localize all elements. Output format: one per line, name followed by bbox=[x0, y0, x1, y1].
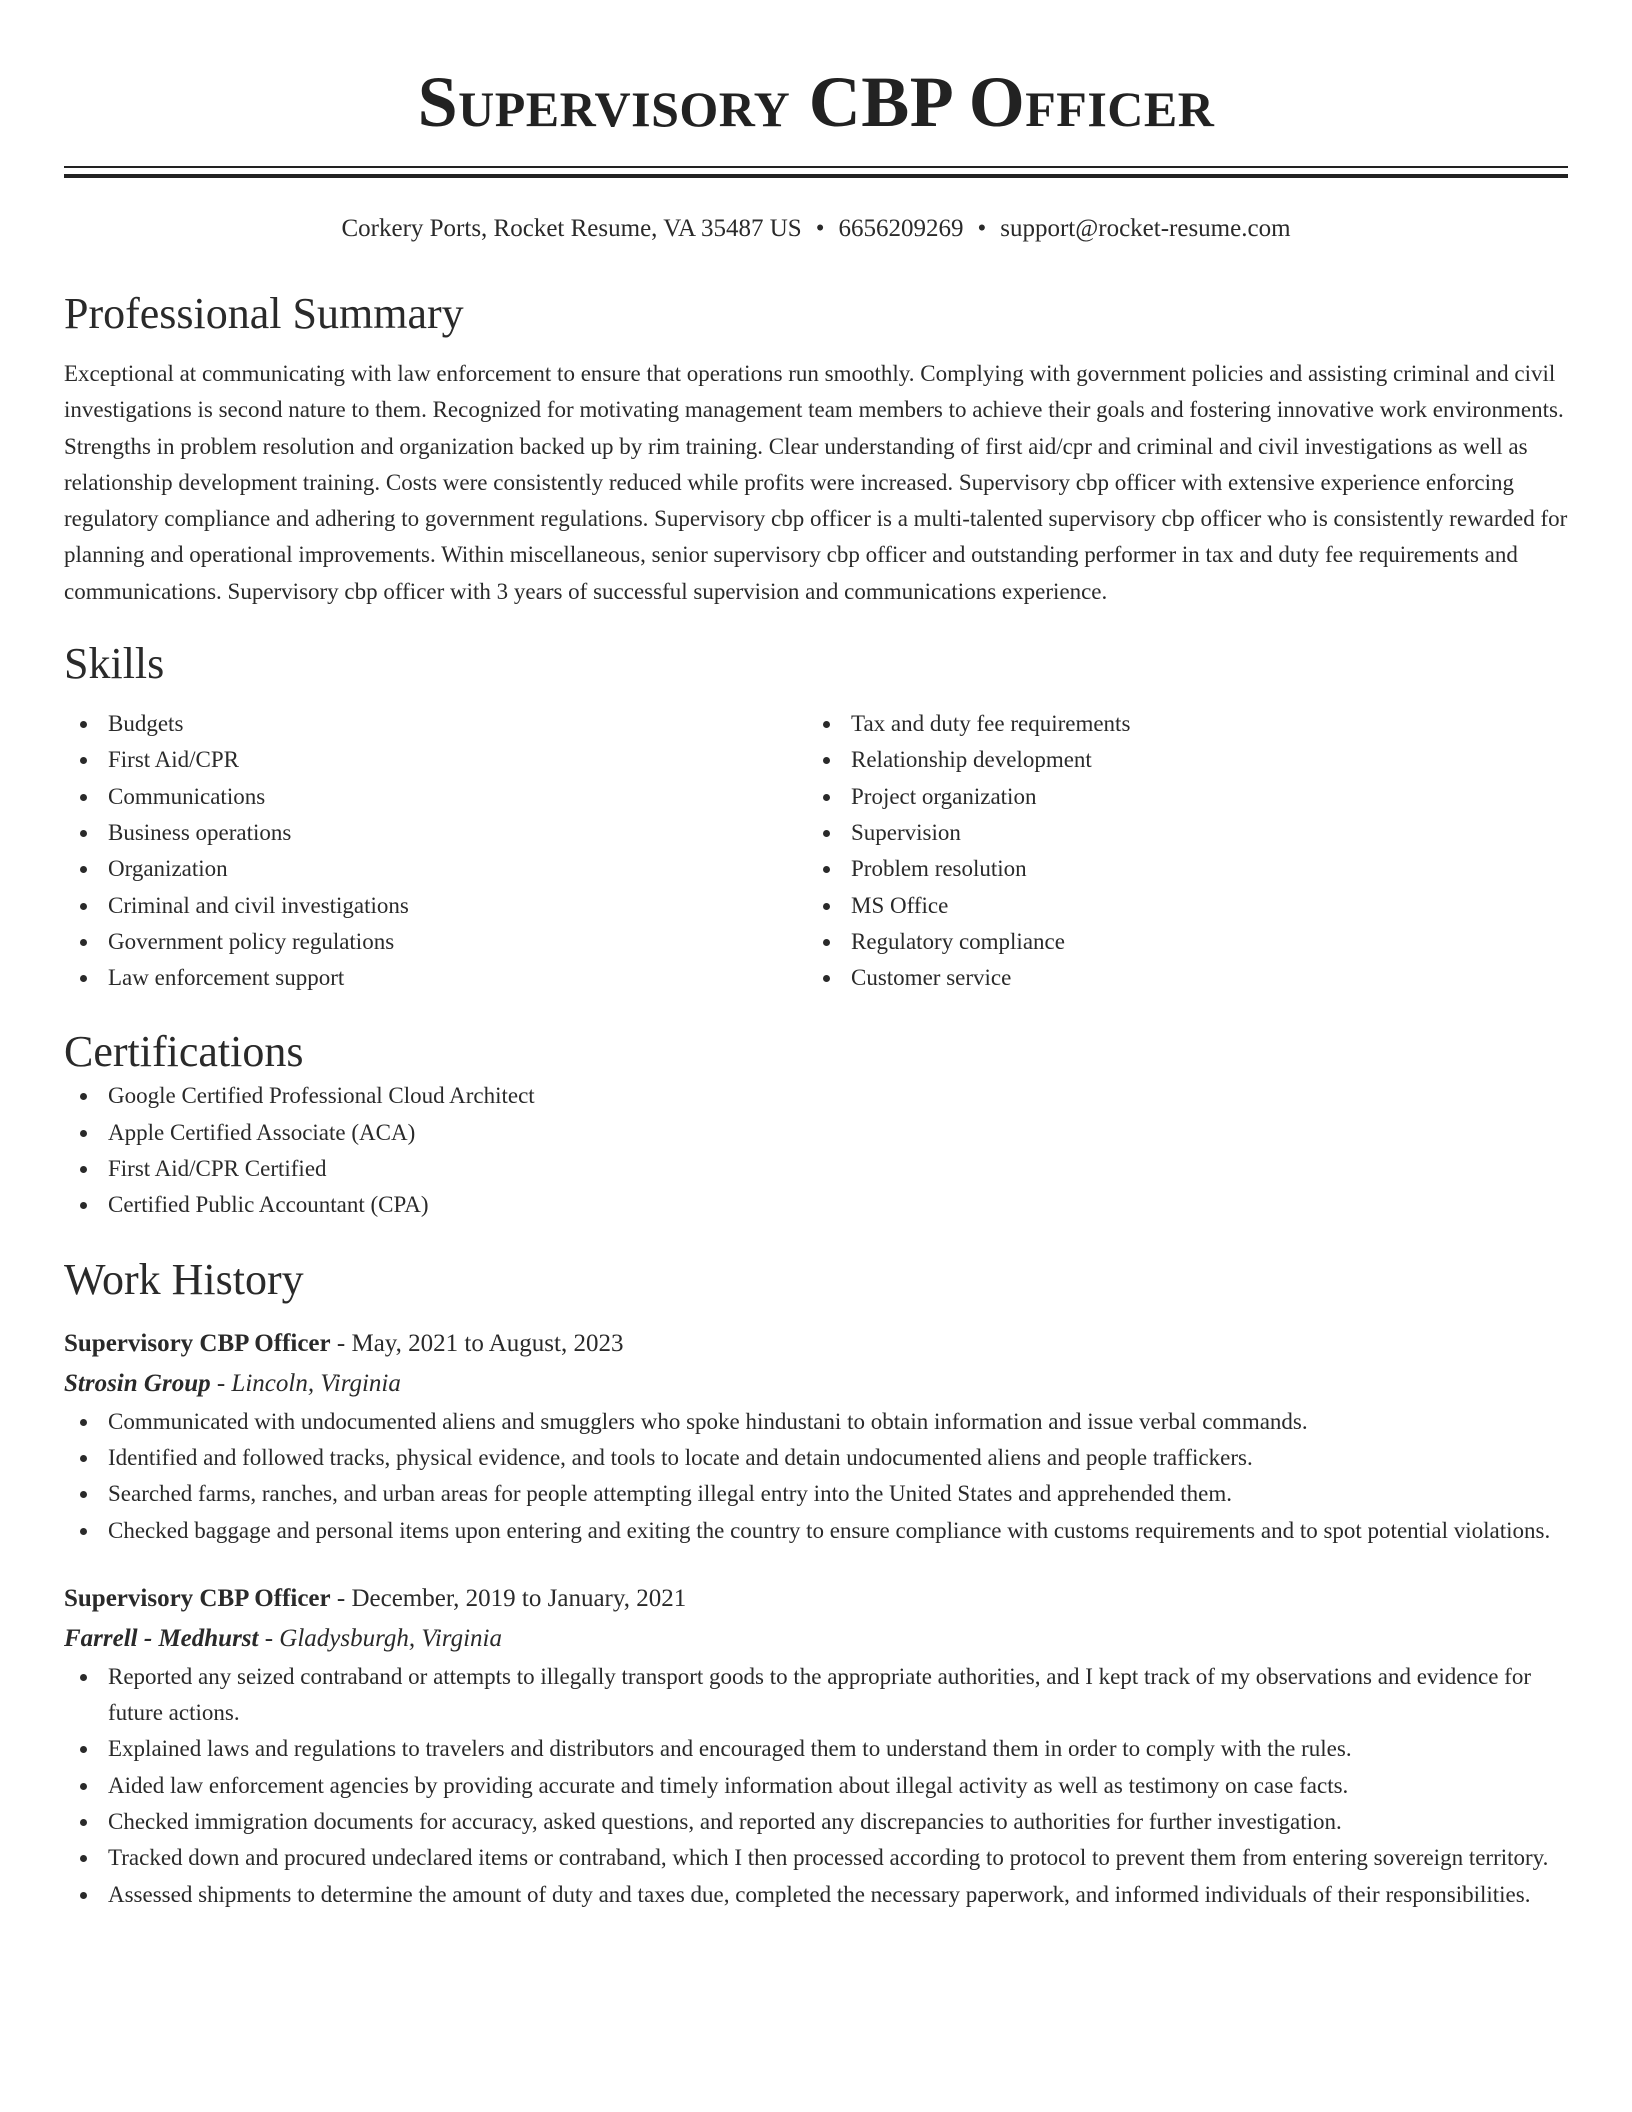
certifications-heading: Certifications bbox=[64, 1027, 304, 1077]
skill-item: Project organization bbox=[807, 779, 1550, 815]
job-duty-item: Identified and followed tracks, physical evidence, and tools to locate and detain undocumented aliens and people traffickers. bbox=[64, 1440, 1568, 1476]
contact-separator: • bbox=[815, 215, 825, 242]
contact-line bbox=[64, 214, 1568, 244]
job-duty-item: Checked immigration documents for accuracy, asked questions, and reported any discrepancies to authorities for further investigation. bbox=[64, 1804, 1568, 1840]
skills-heading: Skills bbox=[64, 639, 165, 689]
skill-item: MS Office bbox=[807, 888, 1550, 924]
summary-heading: Professional Summary bbox=[64, 289, 464, 338]
contact-separator: • bbox=[977, 215, 987, 242]
header-rule-thin bbox=[64, 166, 1568, 168]
job-company-line bbox=[64, 1619, 1568, 1659]
job-dates: - May, 2021 to August, 2023 bbox=[330, 1329, 624, 1357]
skills-column-left bbox=[64, 706, 807, 996]
skill-item: Supervision bbox=[807, 815, 1550, 851]
skills-list-right bbox=[807, 706, 1550, 996]
job-duty-item: Tracked down and procured undeclared items or contraband, which I then processed according to protocol to prevent them from entering sovereign territory. bbox=[64, 1840, 1568, 1876]
certification-item: Apple Certified Associate (ACA) bbox=[64, 1115, 1568, 1151]
certifications-list bbox=[64, 1078, 1568, 1223]
skill-item: Budgets bbox=[64, 706, 807, 742]
job-duty-item: Reported any seized contraband or attempts to illegally transport goods to the appropriate authorities, and I kept track of my observations and evidence for future actions. bbox=[64, 1659, 1568, 1732]
job-role: Supervisory CBP Officer bbox=[64, 1329, 331, 1357]
job-duty-item: Aided law enforcement agencies by providing accurate and timely information about illegal activity as well as testimony on case facts. bbox=[64, 1768, 1568, 1804]
header-rule-thick bbox=[64, 174, 1568, 178]
skill-item: Relationship development bbox=[807, 742, 1550, 778]
contact-email: support@rocket-resume.com bbox=[1000, 215, 1291, 242]
skill-item: Government policy regulations bbox=[64, 924, 807, 960]
skills-columns bbox=[64, 706, 1568, 996]
job-duty-item: Assessed shipments to determine the amount of duty and taxes due, completed the necessary paperwork, and informed individuals of their responsibilities. bbox=[64, 1877, 1568, 1913]
skill-item: Regulatory compliance bbox=[807, 924, 1550, 960]
skill-item: Problem resolution bbox=[807, 851, 1550, 887]
work-history-heading: Work History bbox=[64, 1254, 304, 1304]
contact-address: Corkery Ports, Rocket Resume, VA 35487 US bbox=[341, 215, 802, 242]
skill-item: Tax and duty fee requirements bbox=[807, 706, 1550, 742]
job-duties-list bbox=[64, 1659, 1568, 1913]
job-company-line bbox=[64, 1364, 1568, 1404]
skill-item: Organization bbox=[64, 851, 807, 887]
job-company: Farrell - Medhurst bbox=[64, 1624, 259, 1652]
skill-item: Communications bbox=[64, 779, 807, 815]
certification-item: Google Certified Professional Cloud Architect bbox=[64, 1078, 1568, 1114]
job-duty-item: Explained laws and regulations to travelers and distributors and encouraged them to understand them in order to comply with the rules. bbox=[64, 1731, 1568, 1767]
skills-list-left bbox=[64, 706, 807, 996]
job-duty-item: Communicated with undocumented aliens and smugglers who spoke hindustani to obtain information and issue verbal commands. bbox=[64, 1404, 1568, 1440]
skills-column-right bbox=[807, 706, 1550, 996]
job-dates: - December, 2019 to January, 2021 bbox=[330, 1584, 687, 1612]
job-location: - Gladysburgh, Virginia bbox=[258, 1624, 502, 1652]
contact-phone: 6656209269 bbox=[838, 215, 964, 242]
job-location: - Lincoln, Virginia bbox=[210, 1369, 401, 1397]
skill-item: Law enforcement support bbox=[64, 960, 807, 996]
job-entry bbox=[64, 1324, 1568, 1549]
job-duties-list bbox=[64, 1404, 1568, 1549]
job-header bbox=[64, 1324, 1568, 1364]
skill-item: Criminal and civil investigations bbox=[64, 888, 807, 924]
summary-text: Exceptional at communicating with law enforcement to ensure that operations run smoothly. Complying with government policies and assisting criminal and civil investigations is second nature to them. Recognized for motivating management team members to achieve their goals and fostering innovative work environments. Strengths in problem resolution and organization backed up by rim training. Clear understanding of first aid/cpr and criminal and civil investigations as well as relationship development training. Costs were consistently reduced while profits were increased. Supervisory cbp officer with extensive experience enforcing regulatory compliance and adhering to government regulations. Supervisory cbp officer is a multi-talented supervisory cbp officer who is consistently rewarded for planning and operational improvements. Within miscellaneous, senior supervisory cbp officer and outstanding performer in tax and duty fee requirements and communications. Supervisory cbp officer with 3 years of successful supervision and communications experience. bbox=[64, 361, 1568, 604]
skill-item: Customer service bbox=[807, 960, 1550, 996]
job-header bbox=[64, 1579, 1568, 1619]
job-duty-item: Searched farms, ranches, and urban areas for people attempting illegal entry into the United States and apprehended them. bbox=[64, 1476, 1568, 1512]
resume-name-title: Supervisory CBP Officer bbox=[417, 62, 1215, 142]
job-entry bbox=[64, 1579, 1568, 1913]
skill-item: Business operations bbox=[64, 815, 807, 851]
job-duty-item: Checked baggage and personal items upon entering and exiting the country to ensure compliance with customs requirements and to spot potential violations. bbox=[64, 1513, 1568, 1549]
job-role: Supervisory CBP Officer bbox=[64, 1584, 331, 1612]
certification-item: Certified Public Accountant (CPA) bbox=[64, 1187, 1568, 1223]
certification-item: First Aid/CPR Certified bbox=[64, 1151, 1568, 1187]
header-divider bbox=[64, 166, 1568, 178]
job-company: Strosin Group bbox=[64, 1369, 211, 1397]
skill-item: First Aid/CPR bbox=[64, 742, 807, 778]
